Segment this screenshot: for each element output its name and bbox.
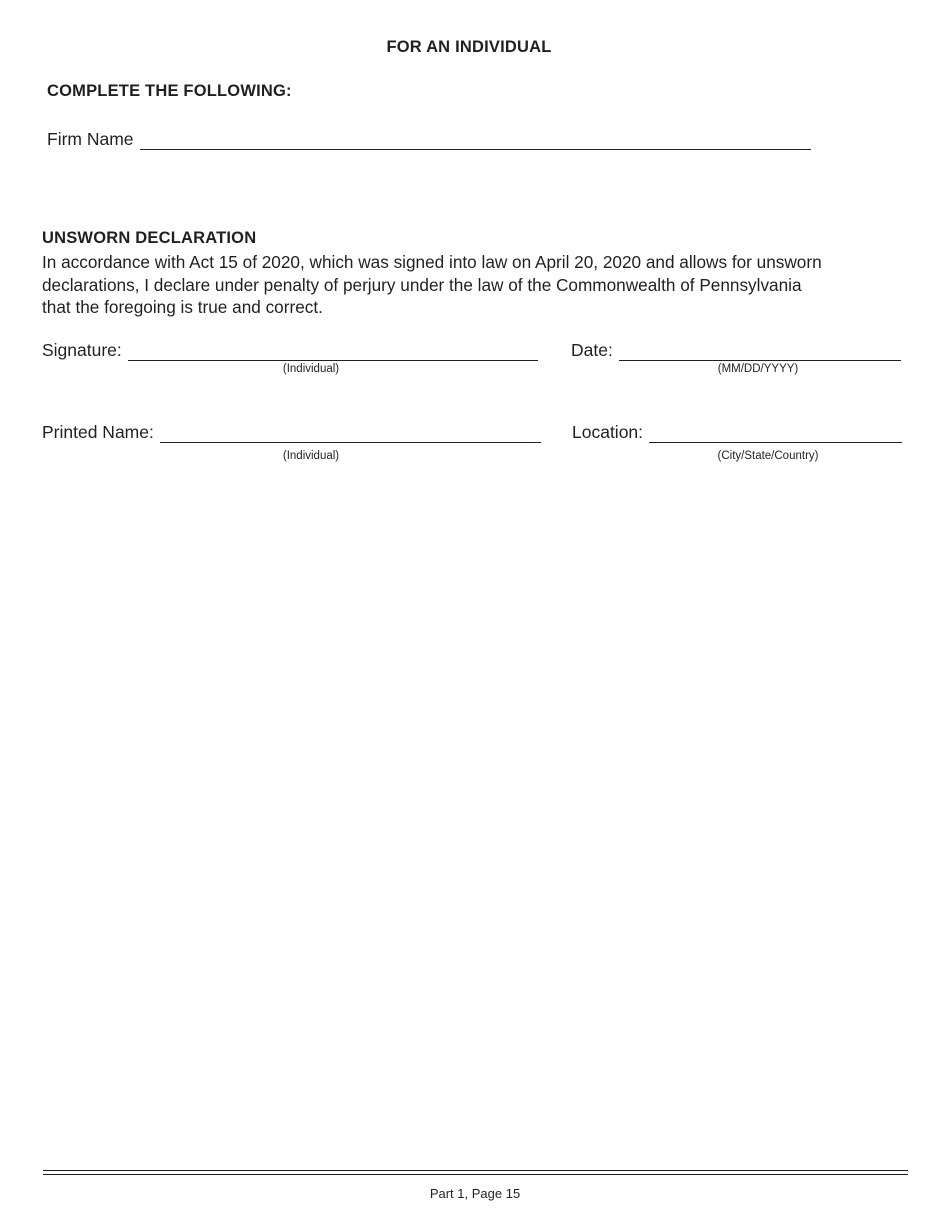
firm-name-row <box>47 129 811 150</box>
location-label: Location: <box>572 422 644 442</box>
date-label: Date: <box>571 340 613 360</box>
date-field[interactable] <box>619 342 901 361</box>
declaration-line: that the foregoing is true and correct. <box>42 297 323 317</box>
footer-rule <box>43 1170 908 1171</box>
printed-name-label: Printed Name: <box>42 422 154 442</box>
printed-name-field[interactable] <box>160 424 541 443</box>
signature-field[interactable] <box>128 342 538 361</box>
complete-heading: COMPLETE THE FOLLOWING: <box>47 82 292 100</box>
printed-name-caption: (Individual) <box>282 450 340 462</box>
firm-name-label: Firm Name <box>47 129 134 149</box>
signature-label: Signature: <box>42 340 122 360</box>
location-field[interactable] <box>649 424 902 443</box>
date-row <box>571 340 901 361</box>
declaration-text <box>42 251 912 319</box>
page-title: FOR AN INDIVIDUAL <box>386 38 552 56</box>
declaration-line: declarations, I declare under penalty of perjury under the law of the Commonwealth of Pennsylvania <box>42 274 802 295</box>
page-number: Part 1, Page 15 <box>429 1186 521 1201</box>
declaration-line: In accordance with Act 15 of 2020, which was signed into law on April 20, 2020 and allows for unsworn <box>42 252 822 272</box>
signature-row <box>42 340 538 361</box>
printed-name-row <box>42 422 541 443</box>
location-row <box>572 422 902 443</box>
footer-rule <box>43 1174 908 1175</box>
location-caption: (City/State/Country) <box>717 450 819 462</box>
signature-caption: (Individual) <box>282 363 340 375</box>
firm-name-field[interactable] <box>140 131 811 150</box>
date-caption: (MM/DD/YYYY) <box>717 363 799 375</box>
declaration-heading: UNSWORN DECLARATION <box>42 229 257 247</box>
